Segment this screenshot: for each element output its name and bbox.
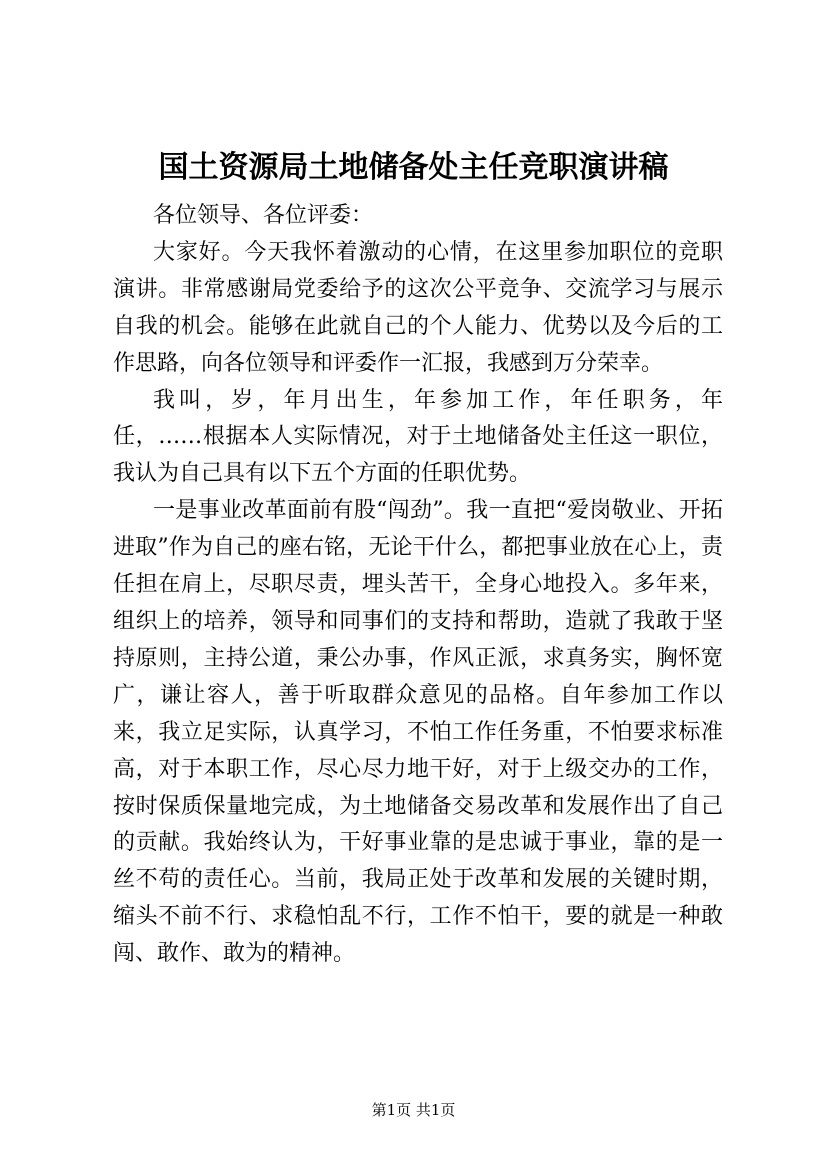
introduction-paragraph: 我叫，岁，年月出生，年参加工作，年任职务，年任，……根据本人实际情况，对于土地储备处主任这一职位，我认为自己具有以下五个方面的任职优势。 (113, 387, 723, 487)
document-title: 国土资源局土地储备处主任竞职演讲稿 (158, 150, 669, 185)
salutation-paragraph: 各位领导、各位评委： (153, 203, 374, 228)
document-body (113, 198, 723, 973)
opening-paragraph: 大家好。今天我怀着激动的心情，在这里参加职位的竞职演讲。非常感谢局党委给予的这次公平竞争、交流学习与展示自我的机会。能够在此就自己的个人能力、优势以及今后的工作思路，向各位领导和评委作一汇报，我感到万分荣幸。 (113, 239, 723, 376)
advantage-one-paragraph: 一是事业改革面前有股“闯劲”。我一直把“爱岗敬业、开拓进取”作为自己的座右铭，无论干什么，都把事业放在心上，责任担在肩上，尽职尽责，埋头苦干，全身心地投入。多年来，组织上的培养，领导和同事们的支持和帮助，造就了我敢于坚持原则，主持公道，秉公办事，作风正派，求真务实，胸怀宽广，谦让容人，善于听取群众意见的品格。自年参加工作以来，我立足实际，认真学习，不怕工作任务重，不怕要求标准高，对于本职工作，尽心尽力地干好，对于上级交办的工作，按时保质保量地完成，为土地储备交易改革和发展作出了自己的贡献。我始终认为，干好事业靠的是忠诚于事业，靠的是一丝不苟的责任心。当前，我局正处于改革和发展的关键时期，缩头不前不行、求稳怕乱不行，工作不怕干，要的就是一种敢闯、敢作、敢为的精神。 (113, 498, 723, 967)
page-number-footer: 第1页 共1页 (371, 1101, 456, 1119)
